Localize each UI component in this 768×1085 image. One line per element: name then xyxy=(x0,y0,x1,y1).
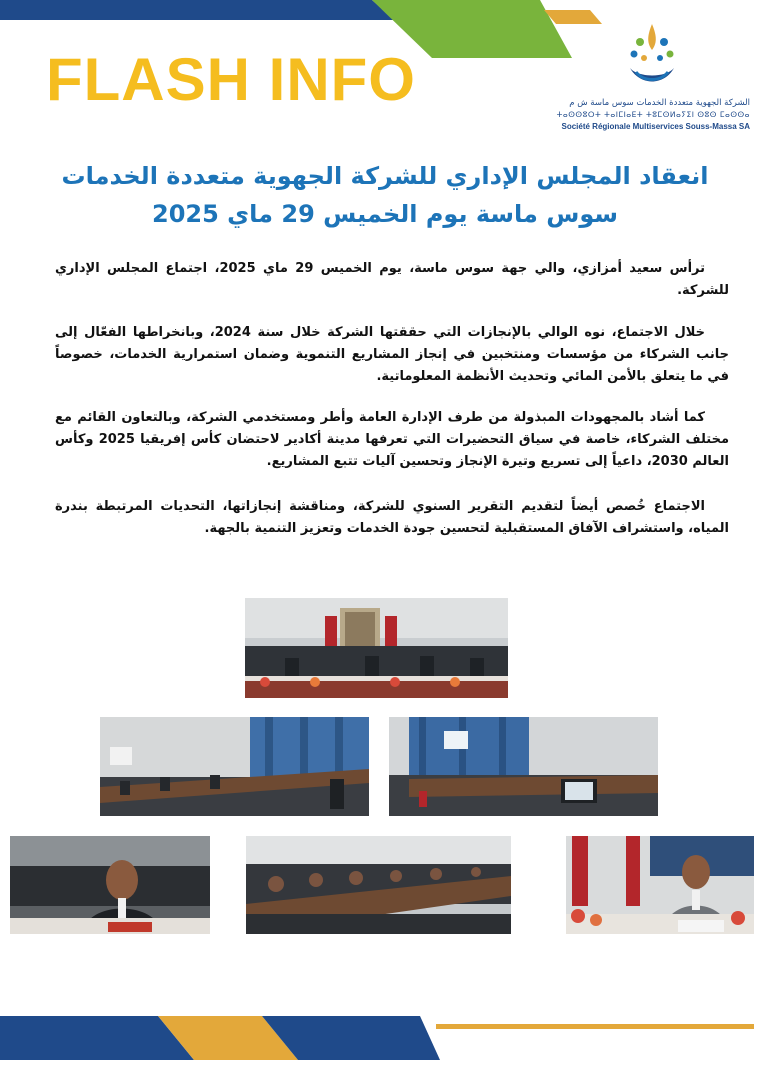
logo-name-tifinagh: ⵜⴰⵙⵙⵓⵔⵜ ⵜⴰⵏⵎⵏⴰⴹⵜ ⵜⵓⵎⵙⵍⴰⵢⵉⵏ ⵙⵓⵙ ⵎⴰⵙⵙⴰ xyxy=(556,110,750,119)
paragraph-2: خلال الاجتماع، نوه الوالي بالإنجازات التي حققتها الشركة خلال سنة 2024، وبانخراطها الفعّال إلى جانب الشركاء من مؤسسات ومنتخبين في إنجاز المشاريع التنموية وضمان استمرارية الخدمات، خصوصاً في ما يتعلق بالأمن المائي وتحديث الأنظمة المعلوماتية. xyxy=(55,325,729,384)
meeting-photo-speaker-left xyxy=(10,836,210,934)
logo-name-arabic: الشركة الجهوية متعددة الخدمات سوس ماسة ش م xyxy=(569,98,750,108)
flash-info-heading: FLASH INFO xyxy=(46,46,416,113)
paragraph-3: كما أشاد بالمجهودات المبذولة من طرف الإدارة العامة وأطر ومستخدمي الشركة، وبالتعاون القائم مع مختلف الشركاء، خاصة في سياق التحضيرات التي تعرفها مدينة أكادير لاحتضان كأس إفريقيا 2025 وكأس العالم 2030، داعياً إلى تسريع وتيرة الإنجاز وتحسين آليات تتبع المشاريع. xyxy=(55,410,729,469)
meeting-photo-room-right xyxy=(389,717,658,816)
meeting-photo-head-table xyxy=(245,598,508,698)
paragraph-1: ترأس سعيد أمزازي، والي جهة سوس ماسة، يوم الخميس 29 ماي 2025، اجتماع المجلس الإداري للشركة. xyxy=(55,261,729,298)
company-logo xyxy=(556,20,750,135)
headline-line-2: سوس ماسة يوم الخميس 29 ماي 2025 xyxy=(152,200,618,228)
paragraph-4: الاجتماع خُصص أيضاً لتقديم التقرير السنوي للشركة، ومناقشة إنجازاتها، التحديات المرتبطة بندرة المياه، واستشراف الآفاق المستقبلية لتحسين جودة الخدمات وتعزيز التنمية بالجهة. xyxy=(55,499,729,536)
headline-line-1: انعقاد المجلس الإداري للشركة الجهوية متعددة الخدمات xyxy=(61,162,709,190)
logo-name-french: Société Régionale Multiservices Souss-Massa SA xyxy=(561,122,750,131)
logo-emblem-icon xyxy=(622,20,682,94)
bottom-banner-stripes xyxy=(0,1010,768,1085)
meeting-photo-room-left xyxy=(100,717,369,816)
meeting-photo-table-center xyxy=(246,836,511,934)
meeting-photo-speaker-right xyxy=(566,836,754,934)
